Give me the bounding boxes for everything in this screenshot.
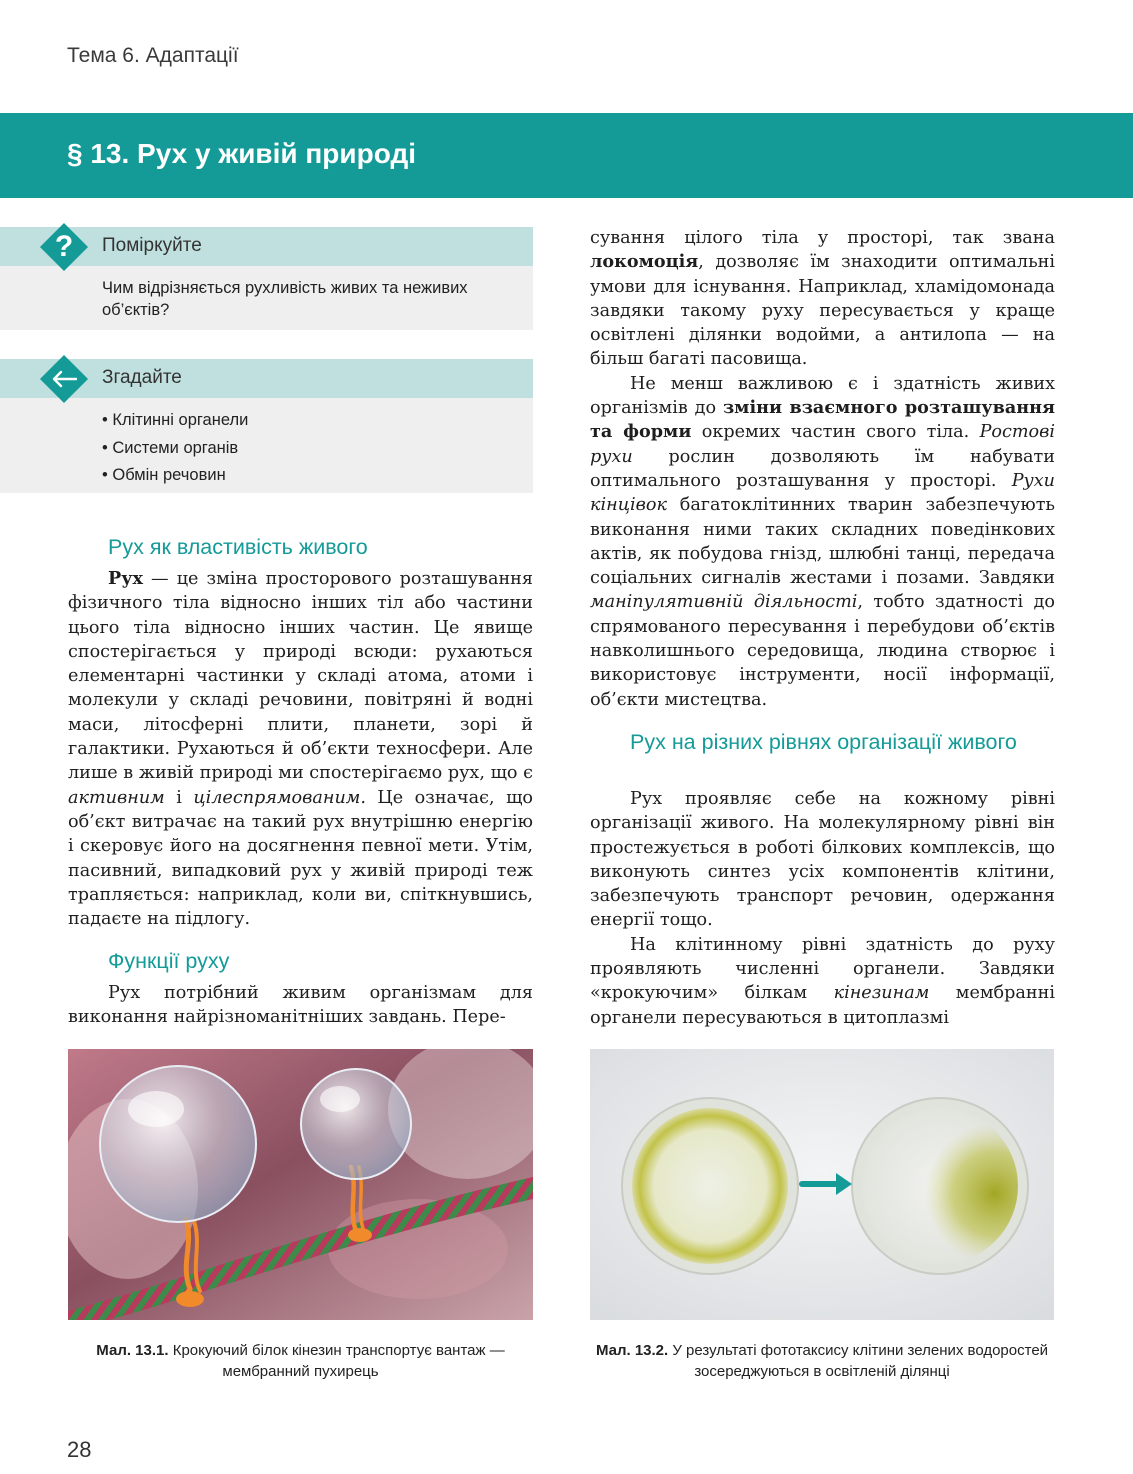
figure-1-caption (68, 1340, 533, 1382)
section-title-bar (0, 113, 1133, 198)
text-span: Це означає, що об’єкт витрачає на такий рух внутрішню енергію і скеровує його на досягнення певної мети. Утім, пасивний, випадковий рух у живій природі теж трапляється: наприклад, коли ви, спіткнувшись, падаєте на підлогу. (68, 787, 534, 930)
text-span: — це зміна просторового розташування фізичного тіла відносно інших тіл або частини цього тіла відносно інших частин. Це явище спостерігається у природі всюди: рухаються елементарні частинки у складі атома, атоми і молекули у складі речовини, повітряні й водні маси, літосферні плити, планети, зорі й галактики. Рухаються й об’єкти техносфери. Але лише в живій природі ми спостерігаємо рух, що є (68, 569, 533, 784)
paragraph-molecular-level: Рух проявляє себе на кожному рівні організації живого. На молекулярному рівні він простежується в роботі білкових комплексів, що виконують синтез усіх компонентів клітини, забезпечують транспорт речовин, одержання енергії тощо. (590, 789, 1055, 931)
paragraph-locomotion (590, 226, 1055, 372)
emphasis: маніпулятивній діяльності (590, 592, 858, 613)
recall-item: • Клітинні органели (102, 407, 248, 435)
right-column-body-1 (590, 226, 1055, 712)
text-span: сування цілого тіла у просторі, так звана (590, 228, 1055, 248)
think-box-question: Чим відрізняється рухливість живих та неживих об’єктів? (102, 279, 468, 319)
text-span: , дозволяє їм знаходити оптимальні умови для існування. Наприклад, хламідомонада завдяки такому руху пересувається у краще освітлені ділянки водойми, а антилопа — на більш багаті пасовища. (590, 252, 1055, 370)
think-box-label: Поміркуйте (102, 235, 202, 256)
arrow-left-icon (47, 362, 81, 396)
paragraph-movement-definition (68, 567, 533, 931)
text-span: , тобто здатності до спрямованого пересування і перебудови об’єктів навколишнього середовища, людина створює і використовує інструменти, носії інформації, об’єкти мистецтва. (590, 592, 1055, 710)
term-movement: Рух (108, 568, 143, 589)
left-column-body-2 (68, 981, 533, 1030)
figure-2-caption (590, 1340, 1054, 1382)
section-title: § 13. Рух у живій природі (67, 138, 417, 169)
heading-movement-functions: Функції руху (108, 949, 230, 973)
figure-2-caption-text: У результаті фототаксису клітини зелених водоростей зосереджуються в освітленій ділянці (668, 1342, 1049, 1380)
recall-box-label: Згадайте (102, 367, 182, 388)
paragraph-functions: Рух потрібний живим організмам для виконання найрізноманітніших завдань. Пере- (68, 983, 533, 1028)
figure-2-label: Мал. 13.2. (595, 1342, 669, 1359)
heading-organization-levels: Рух на різних рівнях організації живого (630, 730, 1017, 754)
recall-item: • Обмін речовин (102, 462, 248, 490)
heading-movement-property: Рух як властивість живого (108, 535, 368, 559)
text-span: рослин дозволяють їм набувати оптимального розташування у просторі. (590, 446, 1055, 491)
paragraph-cellular-level (590, 933, 1055, 1030)
term-shape-change: зміни взаємного розташування та форми (590, 397, 1055, 443)
recall-item: • Системи органів (102, 435, 248, 463)
text-span: Не менш важливою є і здатність живих організмів до (590, 373, 1055, 419)
running-head: Тема 6. Адаптації (67, 44, 239, 67)
emphasis: активним (68, 787, 165, 808)
figure-kinesin-image (68, 1049, 533, 1320)
text-span: і (164, 787, 194, 808)
emphasis: Рухи кінцівок (590, 470, 1055, 516)
figure-1-label: Мал. 13.1. (96, 1342, 169, 1359)
emphasis: Ростові рухи (590, 422, 1056, 467)
term-locomotion: локомоція (590, 251, 699, 273)
emphasis: кінезинам (833, 983, 930, 1004)
right-column-body-2 (590, 787, 1055, 1030)
page-number: 28 (67, 1437, 92, 1462)
recall-list (102, 407, 248, 490)
paragraph-shape-change (590, 372, 1055, 712)
figure-1-caption-text: Крокуючий білок кінезин транспортує вантаж — мембранний пухирець (168, 1342, 505, 1380)
emphasis: цілеспрямованим. (193, 787, 366, 808)
figure-phototaxis-image (590, 1049, 1054, 1320)
text-span: мембранні органели пересуваються в цитоплазмі (590, 983, 1055, 1028)
left-column-body-1 (68, 567, 533, 931)
text-span: На клітинному рівні здатність до руху проявляють численні органели. Завдяки «крокуючим» білкам (590, 934, 1055, 1004)
text-span: окремих частин свого тіла. (691, 422, 980, 443)
text-span: багатоклітинних тварин забезпечують виконання ними таких складних поведінкових актів, як побудова гнізд, шлюбні танці, передача соціальних сигналів жестами і позами. Завдяки (590, 495, 1055, 589)
question-mark-icon: ? (54, 230, 74, 263)
